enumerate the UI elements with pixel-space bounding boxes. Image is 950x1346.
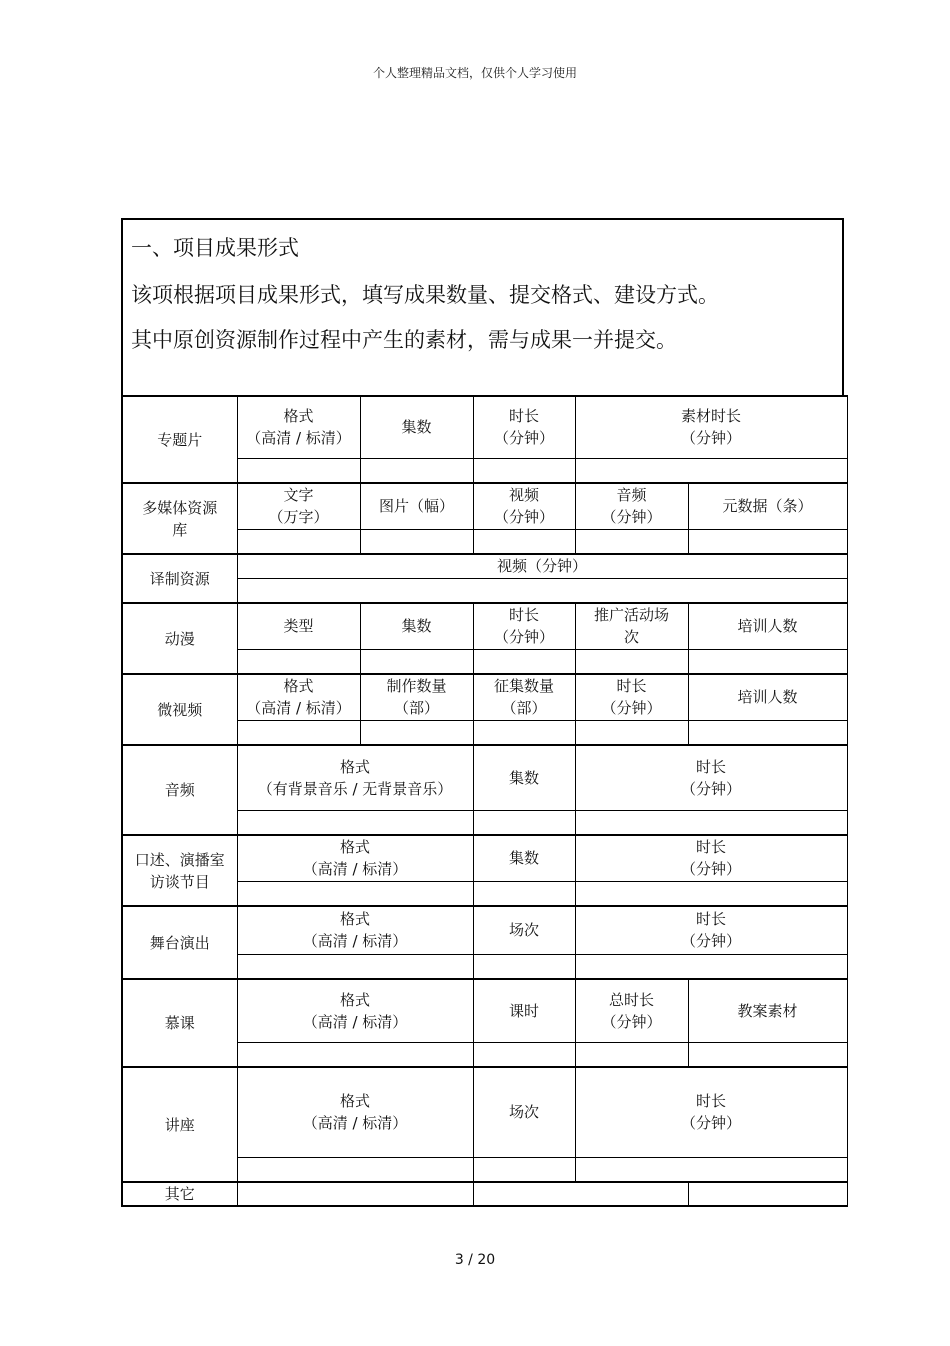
- header-format: 格式 （高清 / 标清）: [237, 396, 360, 458]
- header-format: 格式 （高清 / 标清）: [237, 906, 473, 954]
- header-duration: 时长 （分钟）: [473, 603, 575, 649]
- input-cell[interactable]: [473, 810, 575, 835]
- header-trainees: 培训人数: [688, 674, 847, 720]
- input-cell[interactable]: [237, 529, 360, 554]
- row-label-yinpin: 音频: [122, 745, 237, 835]
- header-duration: 时长 （分钟）: [575, 674, 688, 720]
- input-cell[interactable]: [237, 578, 847, 603]
- input-cell[interactable]: [473, 1182, 688, 1206]
- header-metadata: 元数据（条）: [688, 483, 847, 529]
- input-cell[interactable]: [237, 720, 360, 745]
- input-cell[interactable]: [237, 954, 473, 979]
- header-duration: 时长 （分钟）: [575, 906, 847, 954]
- header-trainees: 培训人数: [688, 603, 847, 649]
- row-label-wutai: 舞台演出: [122, 906, 237, 979]
- input-cell[interactable]: [575, 649, 688, 674]
- input-cell[interactable]: [360, 529, 473, 554]
- input-cell[interactable]: [237, 1042, 473, 1067]
- input-cell[interactable]: [575, 954, 847, 979]
- input-cell[interactable]: [688, 1042, 847, 1067]
- row-label-jiangzuo: 讲座: [122, 1067, 237, 1182]
- input-cell[interactable]: [575, 881, 847, 906]
- results-table: [121, 395, 848, 1207]
- header-format: 格式 （高清 / 标清）: [237, 674, 360, 720]
- header-type: 类型: [237, 603, 360, 649]
- header-format: 格式 （有背景音乐 / 无背景音乐）: [237, 745, 473, 810]
- input-cell[interactable]: [575, 458, 847, 483]
- input-cell[interactable]: [473, 458, 575, 483]
- header-collected-count: 征集数量 （部）: [473, 674, 575, 720]
- header-duration: 时长 （分钟）: [473, 396, 575, 458]
- header-images: 图片（幅）: [360, 483, 473, 529]
- header-episodes: 集数: [473, 745, 575, 810]
- header-duration: 时长 （分钟）: [575, 1067, 847, 1157]
- header-format: 格式 （高清 / 标清）: [237, 1067, 473, 1157]
- input-cell[interactable]: [473, 881, 575, 906]
- input-cell[interactable]: [360, 720, 473, 745]
- input-cell[interactable]: [237, 810, 473, 835]
- input-cell[interactable]: [575, 1042, 688, 1067]
- row-label-muke: 慕课: [122, 979, 237, 1067]
- section-intro: [121, 218, 844, 395]
- section-title: 一、项目成果形式: [131, 236, 299, 260]
- input-cell[interactable]: [688, 529, 847, 554]
- input-cell[interactable]: [688, 1182, 847, 1206]
- header-duration: 时长 （分钟）: [575, 835, 847, 881]
- page-header: 个人整理精品文档，仅供个人学习使用: [372, 66, 577, 80]
- header-video-minutes: 视频（分钟）: [237, 554, 847, 578]
- input-cell[interactable]: [473, 1157, 575, 1182]
- row-label-yizhi: 译制资源: [122, 554, 237, 603]
- input-cell[interactable]: [237, 458, 360, 483]
- input-cell[interactable]: [237, 1182, 473, 1206]
- page-number: 3 / 20: [454, 1252, 496, 1268]
- input-cell[interactable]: [575, 810, 847, 835]
- input-cell[interactable]: [575, 1157, 847, 1182]
- header-material-duration: 素材时长 （分钟）: [575, 396, 847, 458]
- header-sessions: 场次: [473, 1067, 575, 1157]
- input-cell[interactable]: [575, 529, 688, 554]
- row-label-weishipin: 微视频: [122, 674, 237, 745]
- input-cell[interactable]: [575, 720, 688, 745]
- input-cell[interactable]: [473, 720, 575, 745]
- header-format: 格式 （高清 / 标清）: [237, 979, 473, 1042]
- header-lesson-materials: 教案素材: [688, 979, 847, 1042]
- header-sessions: 场次: [473, 906, 575, 954]
- header-episodes: 集数: [360, 603, 473, 649]
- header-produced-count: 制作数量 （部）: [360, 674, 473, 720]
- row-label-duomeiti: 多媒体资源 库: [122, 483, 237, 554]
- header-format: 格式 （高清 / 标清）: [237, 835, 473, 881]
- input-cell[interactable]: [473, 954, 575, 979]
- row-label-koushu: 口述、演播室 访谈节目: [122, 835, 237, 906]
- intro-line-2: 其中原创资源制作过程中产生的素材，需与成果一并提交。: [131, 328, 677, 352]
- input-cell[interactable]: [360, 458, 473, 483]
- input-cell[interactable]: [473, 649, 575, 674]
- header-promotion-sessions: 推广活动场 次: [575, 603, 688, 649]
- row-label-zhuanti: 专题片: [122, 396, 237, 483]
- header-total-duration: 总时长 （分钟）: [575, 979, 688, 1042]
- input-cell[interactable]: [237, 649, 360, 674]
- row-label-dongman: 动漫: [122, 603, 237, 674]
- input-cell[interactable]: [473, 529, 575, 554]
- input-cell[interactable]: [688, 649, 847, 674]
- header-duration: 时长 （分钟）: [575, 745, 847, 810]
- intro-line-1: 该项根据项目成果形式，填写成果数量、提交格式、建设方式。: [131, 283, 719, 307]
- header-audio: 音频 （分钟）: [575, 483, 688, 529]
- header-episodes: 集数: [473, 835, 575, 881]
- input-cell[interactable]: [688, 720, 847, 745]
- row-label-qita: 其它: [122, 1182, 237, 1206]
- header-episodes: 集数: [360, 396, 473, 458]
- header-class-hours: 课时: [473, 979, 575, 1042]
- header-text: 文字 （万字）: [237, 483, 360, 529]
- input-cell[interactable]: [237, 1157, 473, 1182]
- input-cell[interactable]: [237, 881, 473, 906]
- input-cell[interactable]: [473, 1042, 575, 1067]
- header-video: 视频 （分钟）: [473, 483, 575, 529]
- input-cell[interactable]: [360, 649, 473, 674]
